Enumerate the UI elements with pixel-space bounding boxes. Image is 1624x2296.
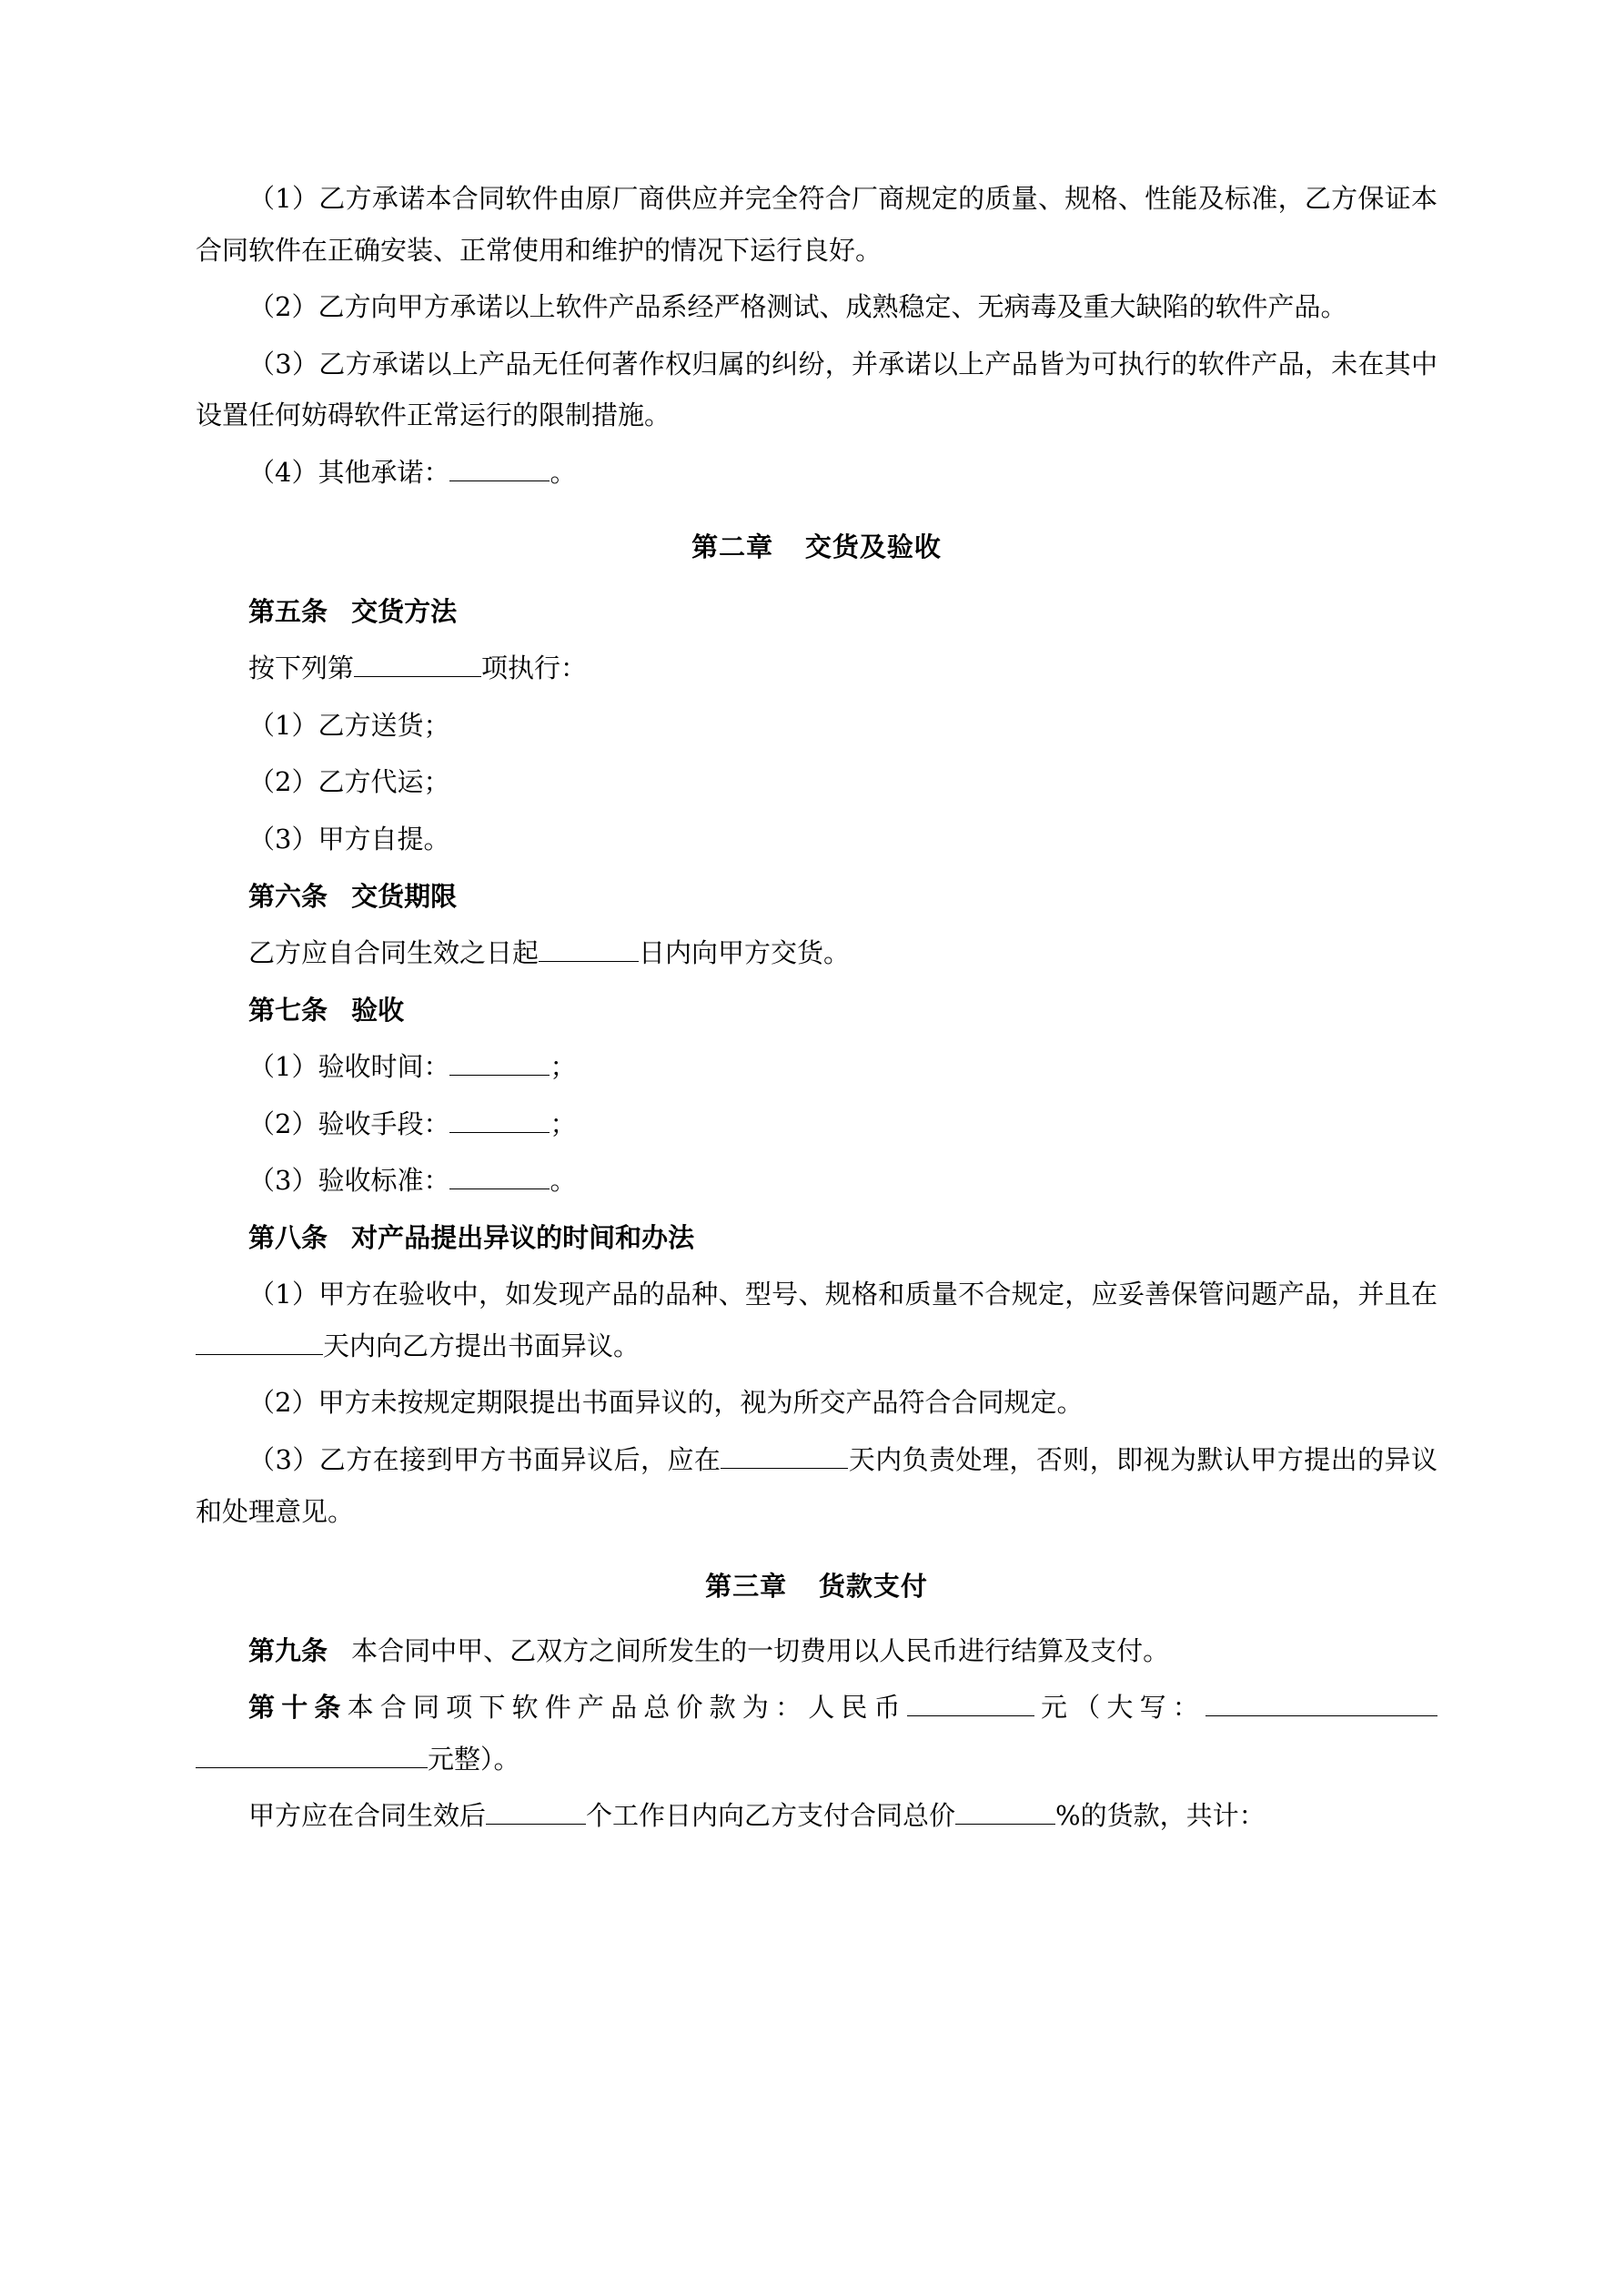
chapter-3-title: 货款支付 [818, 1571, 928, 1603]
clause-7-no: 第七条 [248, 994, 328, 1026]
clause-5-lead-blank[interactable] [354, 676, 481, 677]
promise-4-blank[interactable] [449, 480, 550, 481]
clause-10-payment-a: 甲方应在合同生效后 [248, 1800, 487, 1832]
clause-9-text: 本合同中甲、乙双方之间所发生的一切费用以人民币进行结算及支付。 [351, 1634, 1170, 1666]
chapter-2-label: 第二章 [691, 531, 774, 563]
clause-10-text-c: 元整）。 [428, 1743, 520, 1775]
clause-10-amount-blank[interactable] [907, 1715, 1034, 1716]
document-body [196, 173, 1437, 1842]
paragraph-promise-1: （1）乙方承诺本合同软件由原厂商供应并完全符合厂商规定的质量、规格、性能及标准，乙方保证本合同软件在正确安装、正常使用和维护的情况下运行良好。 [196, 183, 1437, 266]
clause-5-heading [196, 586, 1437, 638]
clause-8-item-1-prefix: （1）甲方在验收中，如发现产品的品种、型号、规格和质量不合规定，应妥善保管问题产品，并且在 [248, 1279, 1437, 1310]
clause-6-heading [196, 871, 1437, 923]
clause-8-item-3-blank[interactable] [721, 1468, 848, 1469]
clause-6-text-prefix: 乙方应自合同生效之日起 [248, 937, 540, 969]
clause-9 [196, 1625, 1437, 1677]
clause-8-item-1-suffix: 天内向乙方提出书面异议。 [323, 1330, 641, 1361]
clause-10 [196, 1682, 1437, 1785]
clause-8-item-2: （2）甲方未按规定期限提出书面异议的，视为所交产品符合合同规定。 [248, 1387, 1084, 1419]
chapter-heading-2 [196, 521, 1437, 573]
clause-7-item-3 [196, 1155, 1437, 1207]
clause-6-blank[interactable] [539, 961, 639, 962]
clause-7-item-1-prefix: （1）验收时间： [248, 1051, 450, 1083]
paragraph-promise-3: （3）乙方承诺以上产品无任何著作权归属的纠纷，并承诺以上产品皆为可执行的软件产品，未在其中设置任何妨碍软件正常运行的限制措施。 [196, 348, 1437, 431]
clause-10-text-b: 元（大写： [1034, 1692, 1205, 1724]
clause-10-amount-words-blank-1[interactable] [1205, 1715, 1437, 1716]
clause-8-no: 第八条 [248, 1221, 328, 1253]
clause-10-text-a: 本合同项下软件产品总价款为：人民币 [347, 1692, 907, 1724]
clause-8-item-3 [196, 1434, 1437, 1537]
clause-8-item-1 [196, 1269, 1437, 1371]
clause-6-text-suffix: 日内向甲方交货。 [639, 937, 851, 969]
clause-7-item-2-prefix: （2）验收手段： [248, 1108, 450, 1139]
clause-7-item-2-blank[interactable] [449, 1132, 550, 1133]
paragraph-promise-4 [196, 447, 1437, 499]
clause-10-payment-c: %的货款，共计： [1055, 1800, 1266, 1832]
clause-7-item-3-suffix: 。 [550, 1165, 577, 1197]
clause-7-item-3-prefix: （3）验收标准： [248, 1165, 450, 1197]
chapter-2-title: 交货及验收 [804, 531, 942, 563]
clause-5-title: 交货方法 [351, 595, 458, 627]
clause-10-days-blank[interactable] [486, 1824, 586, 1825]
clause-8-heading [196, 1212, 1437, 1264]
clause-10-amount-words-blank-2[interactable] [196, 1767, 428, 1768]
clause-10-payment [196, 1790, 1437, 1842]
clause-7-item-3-blank[interactable] [449, 1188, 550, 1189]
chapter-heading-3 [196, 1561, 1437, 1613]
clause-6-title: 交货期限 [351, 880, 458, 912]
paragraph-promise-2: （2）乙方向甲方承诺以上软件产品系经严格测试、成熟稳定、无病毒及重大缺陷的软件产品。 [248, 291, 1347, 323]
clause-7-item-1-suffix: ； [550, 1051, 577, 1083]
clause-10-payment-b: 个工作日内向乙方支付合同总价 [586, 1800, 956, 1832]
promise-4-prefix: （4）其他承诺： [248, 456, 450, 488]
clause-10-percent-blank[interactable] [955, 1824, 1055, 1825]
clause-6-no: 第六条 [248, 880, 328, 912]
promise-4-suffix: 。 [550, 456, 577, 488]
clause-8-item-3-suffix: 天内负责处理，否则，即视为默认甲方提出的异议和处理意见。 [196, 1444, 1437, 1527]
clause-9-no: 第九条 [248, 1634, 328, 1666]
clause-7-item-2 [196, 1098, 1437, 1150]
clause-7-item-1-blank[interactable] [449, 1075, 550, 1076]
clause-5-item-3: （3）甲方自提。 [248, 824, 450, 855]
clause-5-lead [196, 642, 1437, 694]
clause-7-title: 验收 [351, 994, 405, 1026]
clause-8-item-3-prefix: （3）乙方在接到甲方书面异议后，应在 [248, 1444, 721, 1476]
clause-7-heading [196, 985, 1437, 1037]
clause-5-no: 第五条 [248, 595, 328, 627]
clause-7-item-2-suffix: ； [550, 1108, 577, 1139]
clause-10-no: 第十条 [248, 1692, 348, 1724]
clause-8-title: 对产品提出异议的时间和办法 [351, 1221, 695, 1253]
clause-5-lead-prefix: 按下列第 [248, 652, 355, 684]
clause-6-text [196, 927, 1437, 979]
clause-5-lead-suffix: 项执行： [481, 652, 588, 684]
clause-5-item-1: （1）乙方送货； [248, 709, 450, 741]
chapter-3-label: 第三章 [705, 1571, 788, 1603]
clause-8-item-1-blank[interactable] [196, 1354, 323, 1355]
clause-7-item-1 [196, 1041, 1437, 1093]
clause-5-item-2: （2）乙方代运； [248, 766, 450, 798]
